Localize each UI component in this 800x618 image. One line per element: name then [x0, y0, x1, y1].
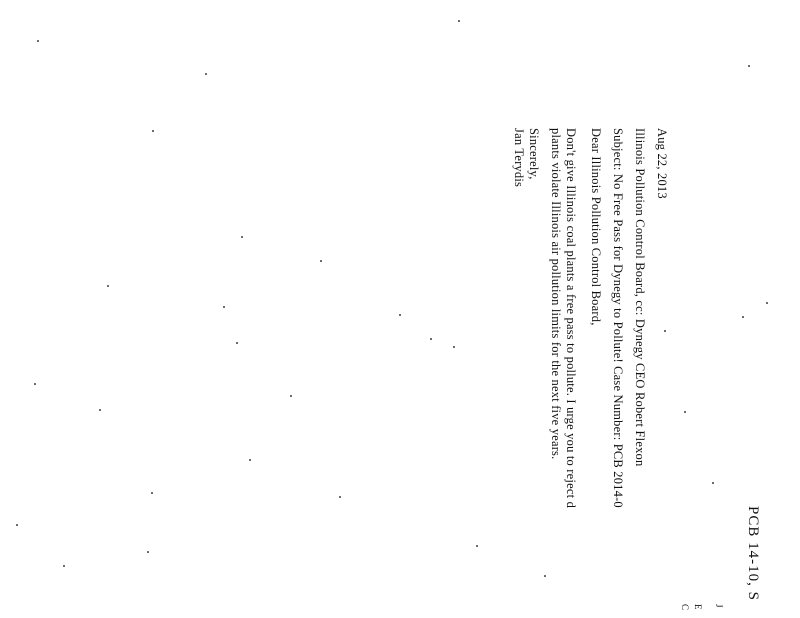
letter-subject: Subject: No Free Pass for Dynegy to Pollute! Case Number: PCB 2014-0: [611, 128, 625, 508]
case-reference-header: PCB 14-10, S: [745, 506, 761, 601]
letter-recipient: Illinois Pollution Control Board, cc: Dynegy CEO Robert Flexon: [633, 128, 647, 467]
margin-stamp-line-3: C: [680, 604, 690, 611]
letter-signature: Jan Terydis: [512, 128, 526, 188]
letter-closing: Sincerely,: [527, 128, 541, 180]
letter-body-line-1: Don't give Illinois coal plants a free pass to pollute. I urge you to reject d: [564, 128, 578, 509]
letter-body-line-2: plants violate Illinois air pollution limits for the next five years.: [549, 128, 563, 460]
margin-stamp-line-2: E: [693, 604, 703, 610]
letter-salutation: Dear Illinois Pollution Control Board,: [589, 128, 603, 326]
letter-date: Aug 22, 2013: [655, 128, 669, 199]
margin-stamp-line-1: J: [714, 604, 724, 608]
